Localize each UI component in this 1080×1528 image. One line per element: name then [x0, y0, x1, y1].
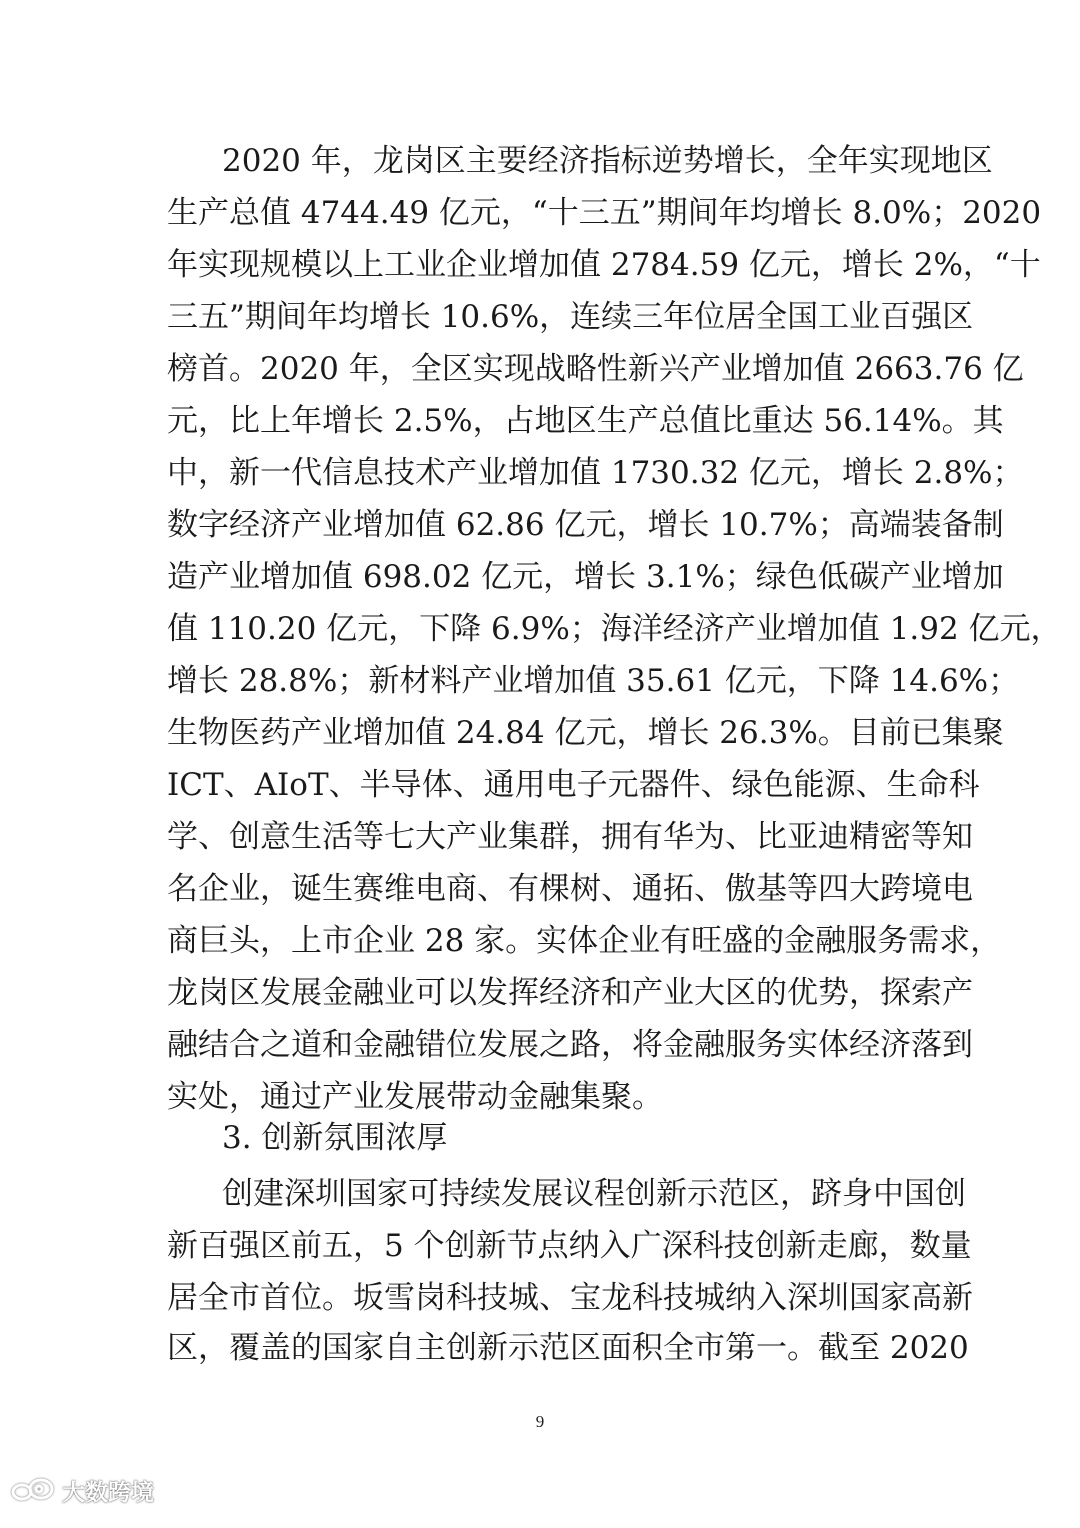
- paragraph-line: 区，覆盖的国家自主创新示范区面积全市第一。截至 2020: [167, 1330, 969, 1366]
- paragraph-line: 新百强区前五，5 个创新节点纳入广深科技创新走廊，数量: [167, 1228, 972, 1264]
- logo-icon: [10, 1475, 56, 1505]
- paragraph-line: 2020 年，龙岗区主要经济指标逆势增长，全年实现地区: [222, 143, 993, 179]
- paragraph-line: 生物医药产业增加值 24.84 亿元，增长 26.3%。目前已集聚: [167, 715, 1004, 751]
- paragraph-line: 融结合之道和金融错位发展之路，将金融服务实体经济落到: [167, 1027, 973, 1063]
- paragraph-line: ICT、AIoT、半导体、通用电子元器件、绿色能源、生命科: [167, 767, 980, 803]
- paragraph-line: 造产业增加值 698.02 亿元，增长 3.1%；绿色低碳产业增加: [167, 559, 1004, 595]
- paragraph-line: 名企业，诞生赛维电商、有棵树、通拓、傲基等四大跨境电: [167, 871, 973, 907]
- paragraph-line: 值 110.20 亿元，下降 6.9%；海洋经济产业增加值 1.92 亿元，: [167, 611, 1062, 647]
- paragraph-line: 商巨头，上市企业 28 家。实体企业有旺盛的金融服务需求，: [167, 923, 1002, 959]
- paragraph-line: 实处，通过产业发展带动金融集聚。: [167, 1079, 663, 1115]
- page-number: 9: [535, 1412, 545, 1431]
- section-heading: 3. 创新氛围浓厚: [222, 1120, 448, 1156]
- paragraph-line: 创建深圳国家可持续发展议程创新示范区，跻身中国创: [222, 1176, 966, 1212]
- watermark: [10, 1470, 154, 1510]
- paragraph-line: 元，比上年增长 2.5%，占地区生产总值比重达 56.14%。其: [167, 403, 1004, 439]
- paragraph-line: 中，新一代信息技术产业增加值 1730.32 亿元，增长 2.8%；: [167, 455, 1024, 491]
- paragraph-line: 龙岗区发展金融业可以发挥经济和产业大区的优势，探索产: [167, 975, 973, 1011]
- paragraph-line: 三五”期间年均增长 10.6%，连续三年位居全国工业百强区: [167, 299, 974, 335]
- paragraph-line: 生产总值 4744.49 亿元，“十三五”期间年均增长 8.0%；2020: [167, 195, 1042, 231]
- paragraph-line: 增长 28.8%；新材料产业增加值 35.61 亿元，下降 14.6%；: [167, 663, 1020, 699]
- paragraph-line: 年实现规模以上工业企业增加值 2784.59 亿元，增长 2%，“十: [167, 247, 1041, 283]
- paragraph-line: 数字经济产业增加值 62.86 亿元，增长 10.7%；高端装备制: [167, 507, 1004, 543]
- paragraph-line: 榜首。2020 年，全区实现战略性新兴产业增加值 2663.76 亿: [167, 351, 1024, 387]
- paragraph-line: 学、创意生活等七大产业集群，拥有华为、比亚迪精密等知: [167, 819, 973, 855]
- watermark-text: 大数跨境: [62, 1479, 154, 1506]
- paragraph-line: 居全市首位。坂雪岗科技城、宝龙科技城纳入深圳国家高新: [167, 1280, 973, 1316]
